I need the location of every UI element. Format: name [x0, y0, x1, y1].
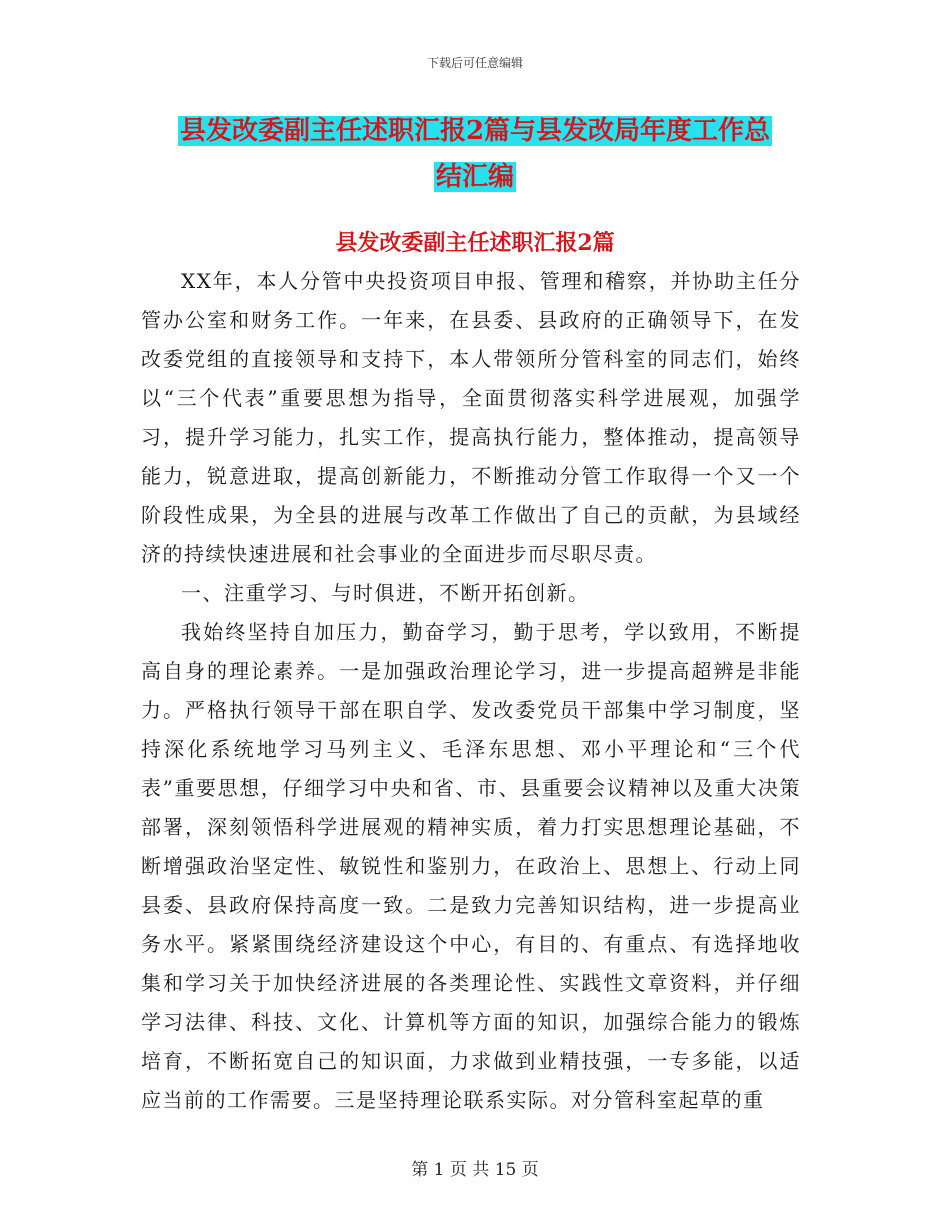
title-line-2: 结汇编: [435, 162, 514, 192]
body-text: [141, 262, 801, 1120]
paragraph-study: 我始终坚持自加压力，勤奋学习，勤于思考，学以致用，不断提高自身的理论素养。一是加强政治理论学习，进一步提高超辨是非能力。严格执行领导干部在职自学、发改委党员干部集中学习制度，坚持深化系统地学习马列主义、毛泽东思想、邓小平理论和“三个代表”重要思想，仔细学习中央和省、市、县重要会议精神以及重大决策部署，深刻领悟科学进展观的精神实质，着力打实思想理论基础，不断增强政治坚定性、敏锐性和鉴别力，在政治上、思想上、行动上同县委、县政府保持高度一致。二是致力完善知识结构，进一步提高业务水平。紧紧围绕经济建设这个中心，有目的、有重点、有选择地收集和学习关于加快经济进展的各类理论性、实践性文章资料，并仔细学习法律、科技、文化、计算机等方面的知识，加强综合能力的锻炼培育，不断拓宽自己的知识面，力求做到业精技强，一专多能，以适应当前的工作需要。三是坚持理论联系实际。对分管科室起草的重: [141, 620, 801, 1112]
document-title: [140, 108, 810, 200]
paragraph-intro: XX年，本人分管中央投资项目申报、管理和稽察，并协助主任分管办公室和财务工作。一年来，在县委、县政府的正确领导下，在发改委党组的直接领导和支持下，本人带领所分管科室的同志们，始终以“三个代表”重要思想为指导，全面贯彻落实科学进展观，加强学习，提升学习能力，扎实工作，提高执行能力，整体推动，提高领导能力，锐意进取，提高创新能力，不断推动分管工作取得一个又一个阶段性成果，为全县的进展与改革工作做出了自己的贡献，为县域经济的持续快速进展和社会事业的全面进步而尽职尽责。: [141, 269, 801, 566]
title-line-1: 县发改委副主任述职汇报2篇与县发改局年度工作总: [179, 116, 771, 146]
header-note: 下载后可任意编辑: [426, 56, 523, 70]
section-title: 县发改委副主任述职汇报2篇: [335, 230, 615, 256]
page-number: 第 1 页 共 15 页: [411, 1160, 539, 1180]
paragraph-heading-1: 一、注重学习、与时俱进，不断开拓创新。: [181, 581, 590, 605]
